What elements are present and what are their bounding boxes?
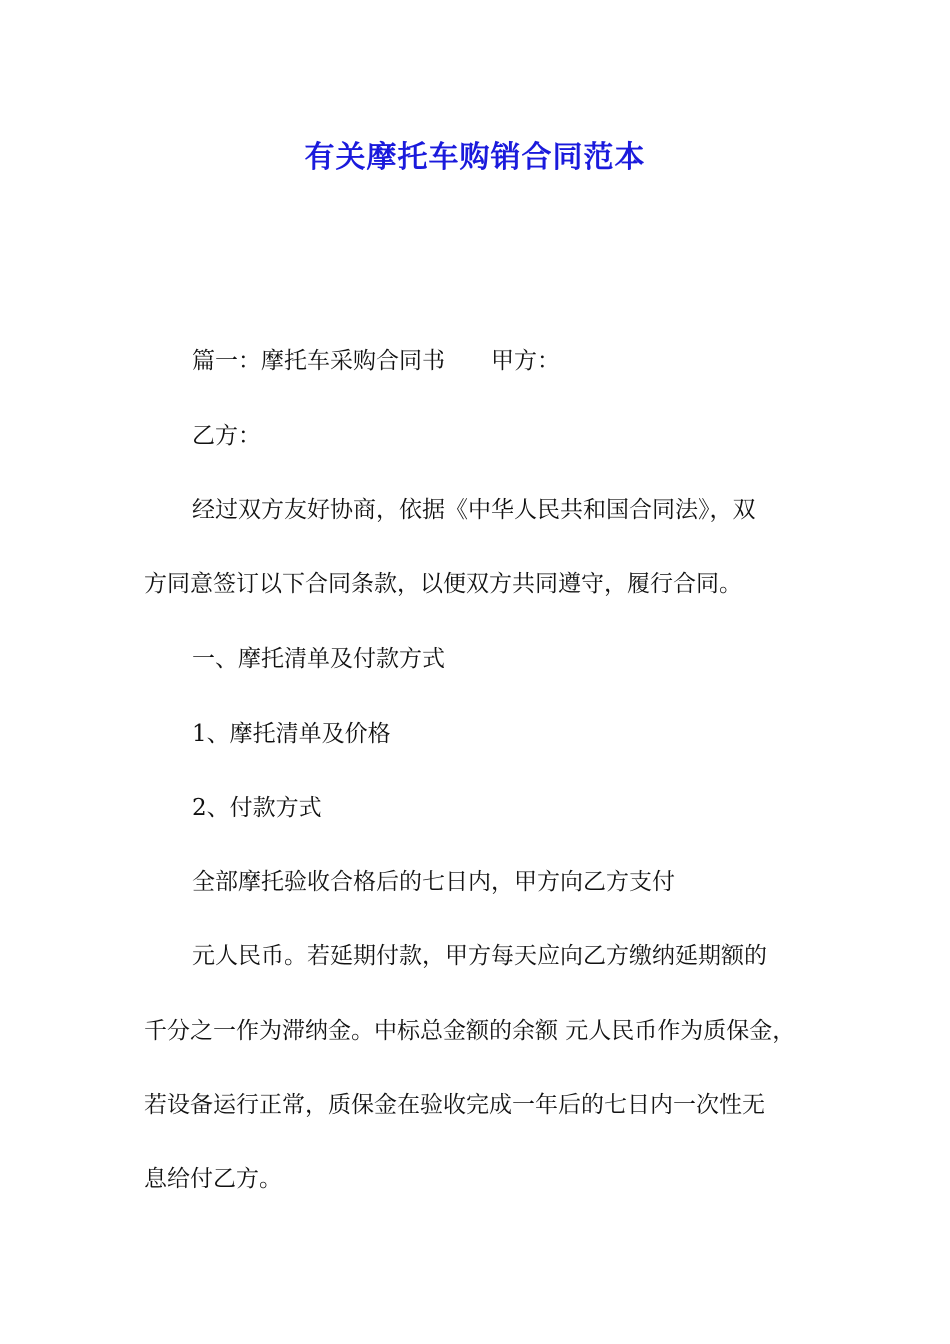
paragraph-line-4: 方同意签订以下合同条款，以便双方共同遵守，履行合同。 [144, 571, 742, 597]
paragraph-line-8: 全部摩托验收合格后的七日内，甲方向乙方支付 [192, 869, 675, 895]
paragraph-line-9: 元人民币。若延期付款，甲方每天应向乙方缴纳延期额的 [192, 943, 767, 969]
section-heading: 篇一：摩托车采购合同书 [192, 348, 445, 374]
clause-item-2: 2、付款方式 [192, 795, 322, 821]
document-title: 有关摩托车购销合同范本 [304, 140, 646, 175]
paragraph-line-1 [192, 346, 560, 376]
paragraph-line-10: 千分之一作为滞纳金。中标总金额的余额 元人民币作为质保金， [144, 1018, 796, 1044]
clause-heading-1: 一、摩托清单及付款方式 [192, 646, 445, 672]
clause-item-1: 1、摩托清单及价格 [192, 721, 391, 747]
paragraph-line-12: 息给付乙方。 [144, 1166, 282, 1192]
party-b-label: 乙方： [192, 423, 261, 449]
party-a-label: 甲方： [491, 348, 560, 374]
paragraph-line-3: 经过双方友好协商，依据《中华人民共和国合同法》，双 [192, 497, 756, 523]
paragraph-line-11: 若设备运行正常，质保金在验收完成一年后的七日内一次性无 [144, 1092, 765, 1118]
